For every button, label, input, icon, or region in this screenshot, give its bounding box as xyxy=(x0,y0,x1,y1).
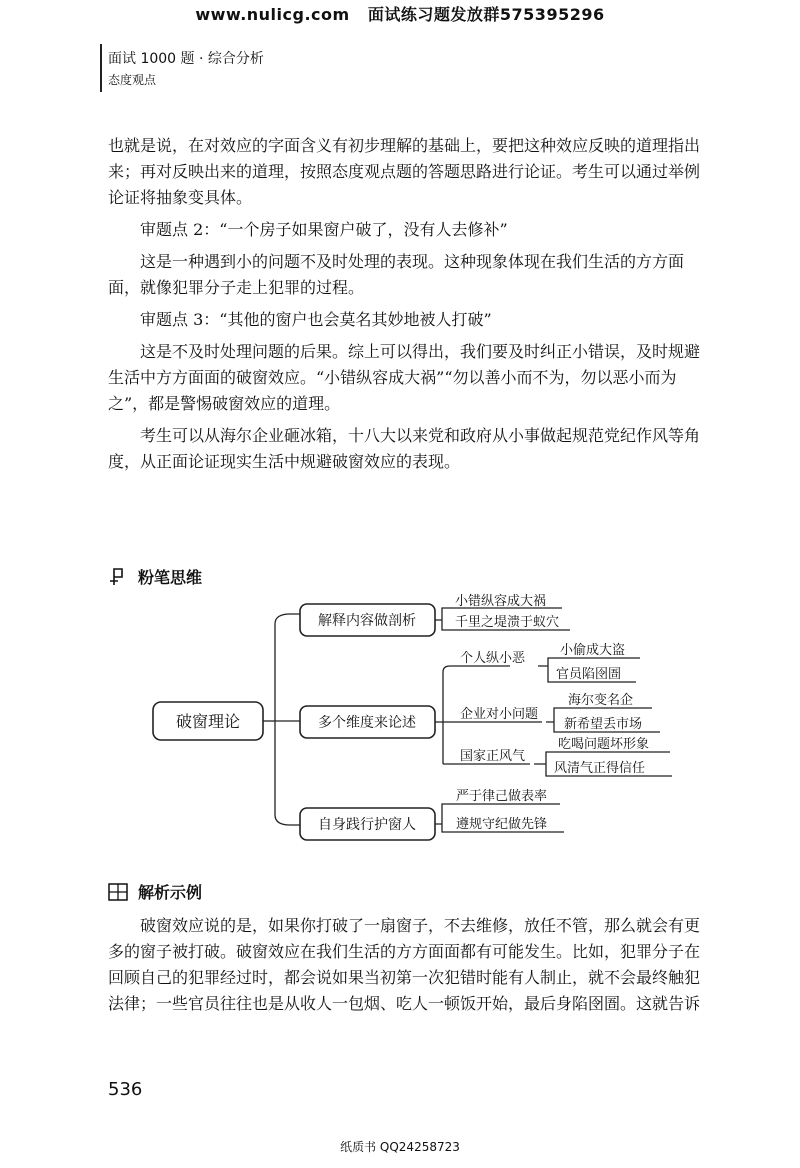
mindmap xyxy=(150,592,690,847)
header-rule xyxy=(100,44,102,92)
mindmap-leaf: 小错纵容成大祸 xyxy=(455,594,547,609)
mindmap-root: 破窗理论 xyxy=(175,712,241,731)
mindmap-branch2: 多个维度来论述 xyxy=(318,715,416,731)
header-title: 面试 1000 题 · 综合分析 xyxy=(108,51,264,67)
mindmap-connector xyxy=(275,614,300,825)
top-banner xyxy=(0,2,800,25)
banner-text: 面试练习题发放群575395296 xyxy=(367,5,605,24)
mindmap-branch1: 解释内容做剖析 xyxy=(318,613,416,629)
paragraph: 考生可以从海尔企业砸冰箱，十八大以来党和政府从小事做起规范党纪作风等角度，从正面论证现实生活中规避破窗效应的表现。 xyxy=(108,426,701,471)
paragraph: 这是一种遇到小的问题不及时处理的表现。这种现象体现在我们生活的方方面面，就像犯罪分子走上犯罪的过程。 xyxy=(108,252,685,297)
banner-url: www.nulicg.com xyxy=(195,5,350,24)
section-heading-example xyxy=(108,880,202,905)
top-body-text xyxy=(108,133,713,475)
mindmap-leaf: 官员陷囹圄 xyxy=(556,667,622,682)
paragraph: 也就是说，在对效应的字面含义有初步理解的基础上，要把这种效应反映的道理指出来；再对反映出来的道理，按照态度观点题的答题思路进行论证。考生可以通过举例论证将抽象变具体。 xyxy=(108,136,701,207)
section-heading-fenbi xyxy=(108,565,202,591)
mindmap-connector xyxy=(435,608,450,630)
mindmap-leaf: 千里之堤溃于蚁穴 xyxy=(455,615,560,630)
footer-text: 纸质书 QQ24258723 xyxy=(340,1140,460,1154)
paragraph: 这是不及时处理问题的后果。综上可以得出，我们要及时纠正小错误，及时规避生活中方方面面的破窗效应。“小错纵容成大祸”“勿以善小而不为，勿以恶小而为之”，都是警惕破窗效应的道理。 xyxy=(108,342,701,413)
paragraph: 破窗效应说的是，如果你打破了一扇窗子，不去维修，放任不管，那么就会有更多的窗子被打破。破窗效应在我们生活的方方面面都有可能发生。比如，犯罪分子在回顾自己的犯罪经过时，都会说如果当初第一次犯错时能有人制止，就不会最终触犯法律；一些官员往往也是从收人一包烟、吃人一顿饭开始，最后身陷囹圄。这就告诉 xyxy=(108,916,701,1013)
mindmap-leaf: 风清气正得信任 xyxy=(554,761,646,776)
header-subtitle: 态度观点 xyxy=(108,73,157,87)
section-title: 粉笔思维 xyxy=(138,568,203,587)
mindmap-leaf: 小偷成大盗 xyxy=(560,643,626,658)
bottom-body-text xyxy=(108,913,713,1017)
grid-box-icon xyxy=(108,883,128,905)
paragraph: 审题点 3：“其他的窗户也会莫名其妙地被人打破” xyxy=(140,310,492,329)
mindmap-leaf: 严于律己做表率 xyxy=(456,789,548,804)
mindmap-sub: 企业对小问题 xyxy=(460,707,539,722)
mindmap-leaf: 新希望丢市场 xyxy=(564,717,643,732)
mindmap-leaf: 吃喝问题坏形象 xyxy=(558,737,650,752)
mindmap-leaf: 海尔变名企 xyxy=(568,693,634,708)
section-mark-icon xyxy=(108,567,128,591)
mindmap-branch3: 自身践行护窗人 xyxy=(318,817,416,833)
mindmap-sub: 个人纵小恶 xyxy=(460,651,526,666)
paragraph: 审题点 2：“一个房子如果窗户破了，没有人去修补” xyxy=(140,220,508,239)
section-title: 解析示例 xyxy=(138,883,203,902)
mindmap-sub: 国家正风气 xyxy=(460,749,526,764)
mindmap-leaf: 遵规守纪做先锋 xyxy=(456,817,548,832)
page-number: 536 xyxy=(108,1079,143,1100)
